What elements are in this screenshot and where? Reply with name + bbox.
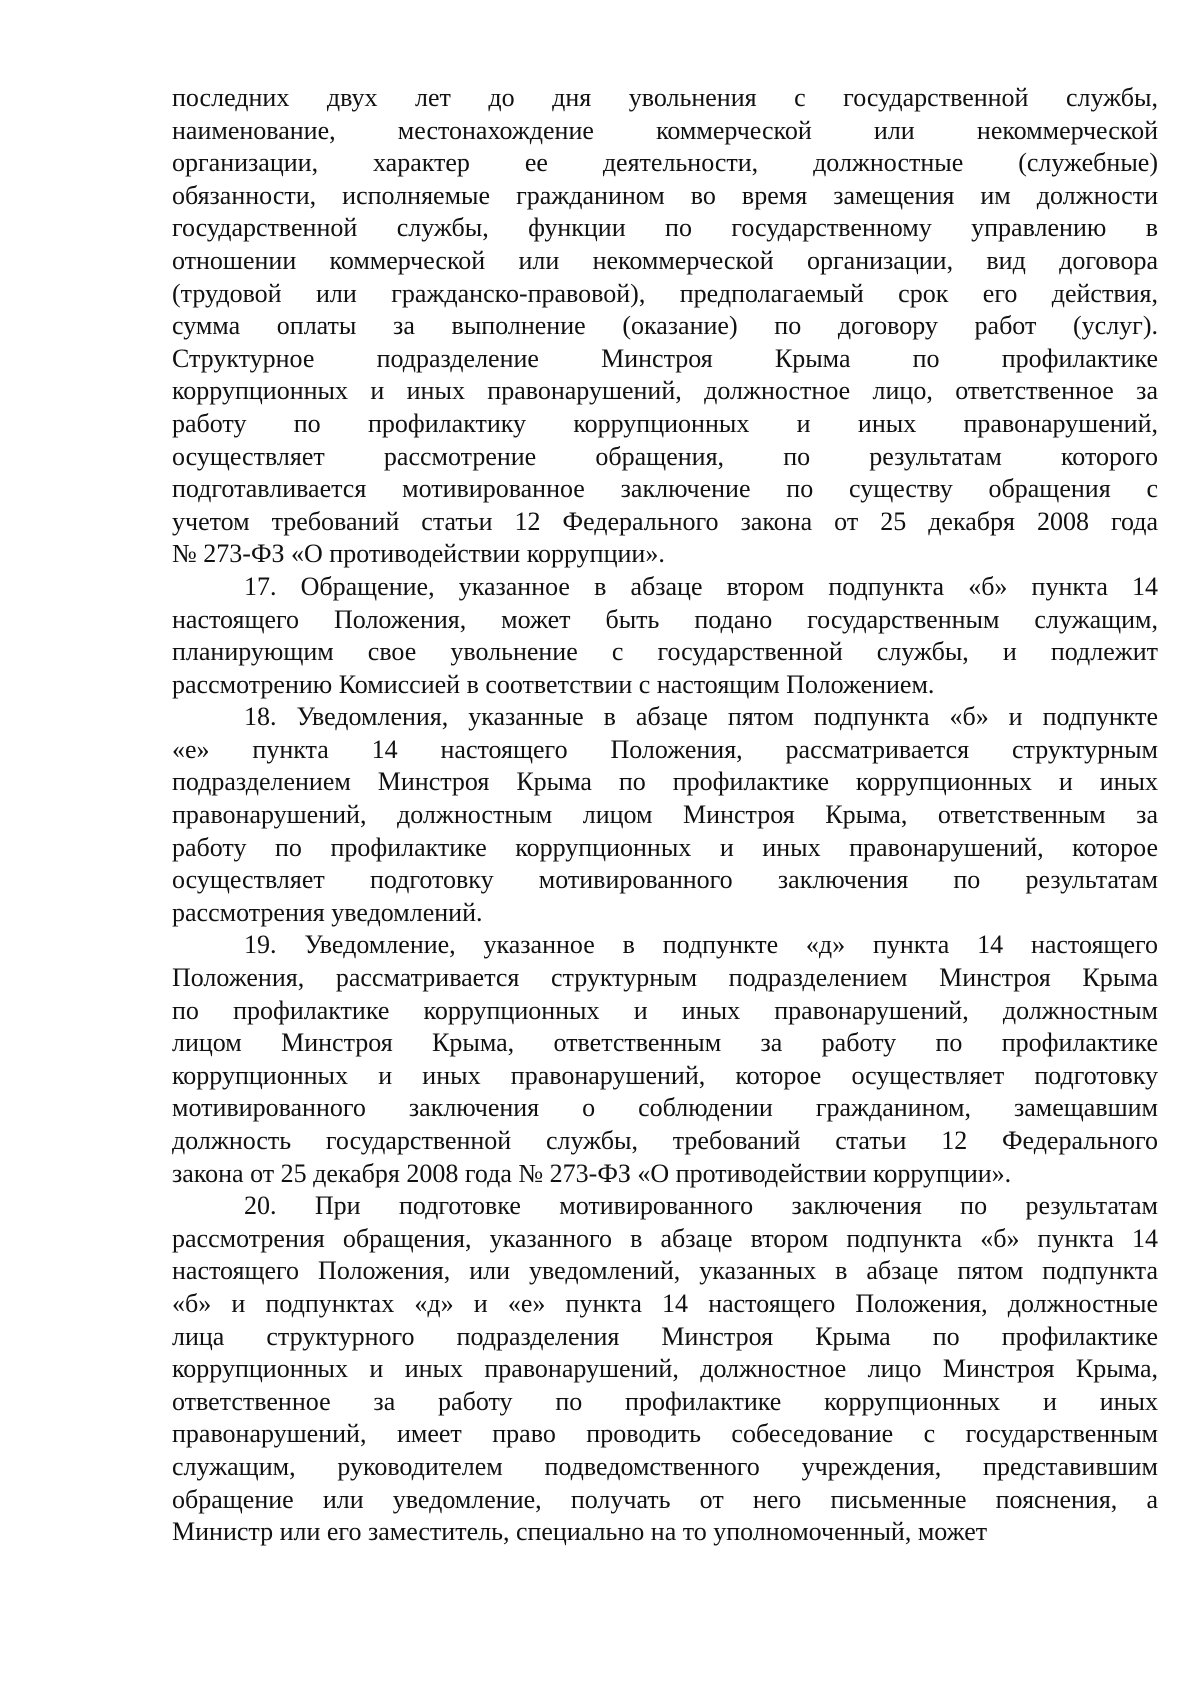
text-line: (трудовой или гражданско-правовой), предполагаемый срок его действия, <box>172 278 1158 308</box>
text-line: служащим, руководителем подведомственного учреждения, представившим <box>172 1451 1158 1481</box>
text-line: «б» и подпунктах «д» и «е» пункта 14 настоящего Положения, должностные <box>172 1288 1158 1318</box>
text-line: настоящего Положения, или уведомлений, указанных в абзаце пятом подпункта <box>172 1256 1158 1286</box>
text-line: обращение или уведомление, получать от него письменные пояснения, а <box>172 1484 1158 1514</box>
paragraph-p-17 <box>172 571 1158 701</box>
text-line: коррупционных и иных правонарушений, которое осуществляет подготовку <box>172 1060 1158 1090</box>
text-line: отношении коммерческой или некоммерческой организации, вид договора <box>172 245 1158 275</box>
text-line: 20. При подготовке мотивированного заключения по результатам <box>244 1191 1158 1221</box>
text-line: № 273-ФЗ «О противодействии коррупции». <box>172 539 665 569</box>
text-line: организации, характер ее деятельности, должностные (служебные) <box>172 148 1158 178</box>
text-line: сумма оплаты за выполнение (оказание) по договору работ (услуг). <box>172 311 1158 341</box>
text-line: рассмотрения уведомлений. <box>172 897 483 927</box>
text-line: коррупционных и иных правонарушений, должностное лицо, ответственное за <box>172 376 1158 406</box>
text-line: подразделением Минстроя Крыма по профилактике коррупционных и иных <box>172 767 1158 797</box>
text-line: Министр или его заместитель, специально на то уполномоченный, может <box>172 1517 988 1547</box>
text-line: правонарушений, имеет право проводить собеседование с государственным <box>172 1419 1158 1449</box>
text-line: мотивированного заключения о соблюдении гражданином, замещавшим <box>172 1093 1158 1123</box>
paragraph-p-continuation <box>172 82 1158 571</box>
paragraph-p-20 <box>172 1190 1158 1549</box>
paragraph-p-18 <box>172 701 1158 929</box>
text-line: настоящего Положения, может быть подано государственным служащим, <box>172 604 1158 634</box>
text-line: «е» пункта 14 настоящего Положения, рассматривается структурным <box>172 734 1158 764</box>
paragraph-p-19 <box>172 929 1158 1190</box>
text-line: Структурное подразделение Минстроя Крыма по профилактике <box>172 343 1158 373</box>
text-line: ответственное за работу по профилактике коррупционных и иных <box>172 1386 1158 1416</box>
text-line: Положения, рассматривается структурным подразделением Минстроя Крыма <box>172 963 1158 993</box>
text-line: наименование, местонахождение коммерческой или некоммерческой <box>172 115 1158 145</box>
text-line: осуществляет подготовку мотивированного заключения по результатам <box>172 865 1158 895</box>
text-line: работу по профилактике коррупционных и иных правонарушений, которое <box>172 832 1158 862</box>
text-line: планирующим свое увольнение с государственной службы, и подлежит <box>172 637 1158 667</box>
text-line: работу по профилактику коррупционных и иных правонарушений, <box>172 408 1158 438</box>
text-line: 18. Уведомления, указанные в абзаце пятом подпункта «б» и подпункте <box>244 702 1158 732</box>
text-line: государственной службы, функции по государственному управлению в <box>172 213 1158 243</box>
text-line: коррупционных и иных правонарушений, должностное лицо Минстроя Крыма, <box>172 1354 1158 1384</box>
text-line: закона от 25 декабря 2008 года № 273-ФЗ «О противодействии коррупции». <box>172 1158 1012 1188</box>
text-line: лицом Минстроя Крыма, ответственным за работу по профилактике <box>172 1028 1158 1058</box>
text-line: подготавливается мотивированное заключение по существу обращения с <box>172 474 1158 504</box>
text-line: рассмотрению Комиссией в соответствии с настоящим Положением. <box>172 669 935 699</box>
text-line: по профилактике коррупционных и иных правонарушений, должностным <box>172 995 1158 1025</box>
text-line: осуществляет рассмотрение обращения, по результатам которого <box>172 441 1158 471</box>
text-line: последних двух лет до дня увольнения с государственной службы, <box>172 83 1158 112</box>
text-line: должность государственной службы, требований статьи 12 Федерального <box>172 1126 1158 1155</box>
text-line: правонарушений, должностным лицом Минстроя Крыма, ответственным за <box>172 800 1158 830</box>
text-line: рассмотрения обращения, указанного в абзаце втором подпункта «б» пункта 14 <box>172 1223 1158 1253</box>
text-line: учетом требований статьи 12 Федерального закона от 25 декабря 2008 года <box>172 506 1158 536</box>
text-line: лица структурного подразделения Минстроя Крыма по профилактике <box>172 1321 1158 1351</box>
document-body <box>172 82 1158 1549</box>
text-line: 17. Обращение, указанное в абзаце втором подпункта «б» пункта 14 <box>244 571 1158 601</box>
text-line: обязанности, исполняемые гражданином во время замещения им должности <box>172 180 1158 210</box>
text-line: 19. Уведомление, указанное в подпункте «д» пункта 14 настоящего <box>244 930 1158 960</box>
